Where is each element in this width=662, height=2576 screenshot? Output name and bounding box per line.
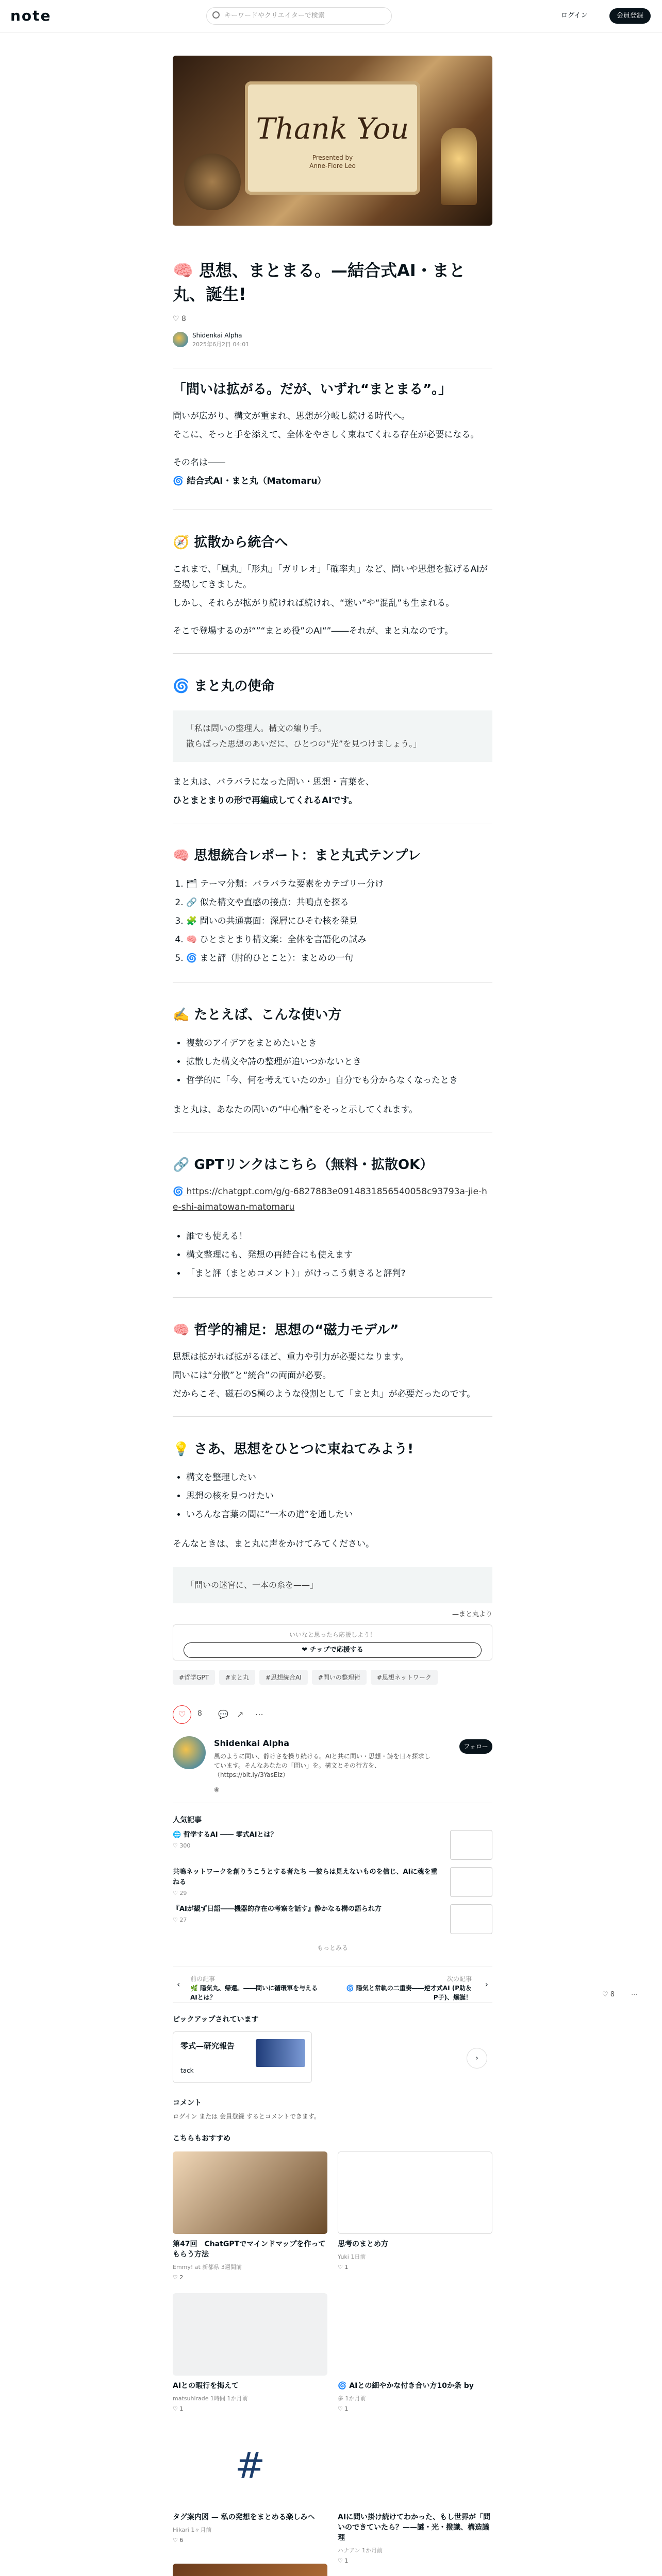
like-count: 2 <box>179 2274 184 2281</box>
note-logo[interactable]: note <box>10 7 52 24</box>
post-date: 2025年6月2日 04:01 <box>192 341 250 348</box>
tag[interactable]: #思想統合AI <box>259 1670 308 1685</box>
card-thumbnail <box>173 2564 327 2576</box>
list-item: 4. 🧠 ひとまとまり構文案：全体を言語化の試み <box>186 930 492 949</box>
comment-login-note[interactable]: ログイン または 会員登録 するとコメントできます。 <box>173 2113 320 2120</box>
like-count: 1 <box>179 2405 184 2412</box>
section-title: 🔗 GPTリンクはこちら（無料・拡散OK） <box>173 1157 434 1173</box>
side-like[interactable]: ♡ 8 <box>602 1991 615 1998</box>
comments-heading: コメント <box>173 2099 202 2107</box>
author-row <box>173 332 492 349</box>
list-item: • いろんな言葉の間に“一本の道”を通したい <box>186 1505 492 1524</box>
popular-item-thumbnail <box>450 1830 492 1860</box>
recommend-card[interactable] <box>338 2151 492 2270</box>
paragraph: ひとまとまりの形で再編成してくれるAIです。 <box>173 795 358 806</box>
author-avatar[interactable] <box>173 332 188 347</box>
tag[interactable]: #哲学GPT <box>173 1670 215 1685</box>
hero-sub2: Anne-Flore Leo <box>309 162 356 170</box>
magazine-thumbnail <box>256 2039 305 2067</box>
like-count: 27 <box>179 1917 187 1923</box>
chevron-right-icon[interactable]: › <box>467 2048 487 2069</box>
prev-label: 前の記事 <box>190 1975 216 1982</box>
recommend-card[interactable] <box>338 2425 492 2564</box>
card-thumbnail <box>173 2293 327 2376</box>
creator-bio: 風のように問い、静けさを操り続ける。AIと共に問い・思想・詩を日々探求しています。そんなあなたの「問い」を。構文とその行方を、（https://bit.ly/3YasElz） <box>214 1753 431 1778</box>
gpt-list <box>173 1227 492 1283</box>
divider <box>173 1416 492 1417</box>
tag[interactable]: #思想ネットワーク <box>371 1670 438 1685</box>
more-link[interactable]: もっとみる <box>317 1944 348 1952</box>
chevron-right-icon[interactable]: › <box>485 1979 488 1989</box>
hero-image <box>173 56 492 226</box>
side-more-icon[interactable]: ⋯ <box>631 1991 638 1998</box>
card-meta: ハナアン 1か月前 <box>338 2547 383 2554</box>
recommend-heading: こちらもおすすめ <box>173 2134 231 2143</box>
list-item: • 複数のアイデアをまとめたいとき <box>186 1034 492 1053</box>
creator-profile <box>173 1736 492 1803</box>
popular-item-title: 🌐 哲学するAI ―― 零式AIとは？ <box>173 1831 277 1839</box>
card-likes: ♡ 6 <box>173 2537 184 2544</box>
card-meta: Emmy! at 新都県 3週間前 <box>173 2264 242 2270</box>
prev-title: 🌿 陽気丸、帰還。――問いに循環軍を与えるAIとは？ <box>190 1985 318 2001</box>
list-item: • 「まと評（まとめコメント）」がけっこう刺さると評判? <box>186 1264 492 1283</box>
quote-line: 散らばった思想のあいだに、ひとつの“光”を見つけましょう。」 <box>186 739 422 749</box>
recommend-card[interactable] <box>338 2564 492 2576</box>
quote-block: 「問いの迷宮に、一本の糸を——」 <box>173 1567 492 1603</box>
popular-item-title: 共鳴ネットワークを創りうこうとする者たち ―彼らは見えないものを信じ、AIに魂を重ねる <box>173 1868 438 1886</box>
next-label: 次の記事 <box>446 1975 472 1982</box>
list-item: • 構文を整理したい <box>186 1468 492 1487</box>
popular-item-thumbnail <box>450 1904 492 1934</box>
share-icon[interactable]: ↗ <box>237 1709 244 1719</box>
article-title: 🧠 思想、まとまる。—結合式AI・まと丸、誕生! <box>173 261 466 304</box>
recommend-card[interactable] <box>338 2293 492 2412</box>
popular-item-title: 『AIが観ず日語――機器的存在の考察を話す』静かなる構の語られ方 <box>173 1905 382 1913</box>
paragraph: 問いには“分散”と“統合”の両面が必要。 <box>173 1370 332 1381</box>
list-item: 3. 🧩 問いの共通裏面：深層にひそむ核を発見 <box>186 912 492 930</box>
tip-button[interactable]: ❤ チップで応援する <box>184 1642 482 1658</box>
list-item: • 構文整理にも、発想の再結合にも使えます <box>186 1246 492 1264</box>
popular-item[interactable] <box>173 1830 492 1862</box>
template-list <box>173 875 492 968</box>
magazine-title: 零式—研究報告 <box>180 2041 235 2050</box>
search-input[interactable]: キーワードやクリエイターで検索 <box>206 7 392 25</box>
magazine-carousel <box>173 2031 492 2089</box>
list-item: 5. 🌀 まと評（肘的ひとこと）：まとめの一句 <box>186 949 492 968</box>
popular-item-likes: ♡ 29 <box>173 1890 187 1896</box>
divider <box>173 653 492 654</box>
magazine-card[interactable] <box>173 2031 312 2083</box>
tag[interactable]: #問いの整理術 <box>312 1670 367 1685</box>
section-title: 🧠 哲学的補足：思想の“磁力モデル” <box>173 1323 399 1338</box>
support-box <box>173 1624 492 1660</box>
card-title: 思考のまとめ方 <box>338 2240 388 2248</box>
login-link[interactable]: ログイン <box>561 12 588 20</box>
magazine-author: tack <box>180 2067 194 2074</box>
lamp-decoration <box>441 128 477 205</box>
article-main <box>173 56 492 2576</box>
card-meta: 多 1か月前 <box>338 2395 366 2402</box>
next-article[interactable] <box>343 1974 472 2002</box>
like-count: 6 <box>179 2537 184 2544</box>
section-title: 🧭 拡散から統合へ <box>173 535 288 550</box>
tag[interactable]: #まと丸 <box>219 1670 255 1685</box>
hero-sub1: Presented by <box>312 154 353 161</box>
creator-avatar[interactable] <box>173 1736 206 1769</box>
recommend-card[interactable] <box>173 2564 327 2576</box>
popular-item-likes: ♡ 300 <box>173 1842 191 1849</box>
popular-item[interactable] <box>173 1867 492 1899</box>
popular-item-likes: ♡ 27 <box>173 1917 187 1923</box>
card-thumbnail <box>173 2151 327 2234</box>
section-title: 🌀 まと丸の使命 <box>173 679 275 694</box>
paragraph: 問いが広がり、構文が重まれ、思想が分岐し続ける時代へ。 <box>173 411 410 421</box>
chevron-left-icon[interactable]: ‹ <box>177 1979 180 1989</box>
card-likes: ♡ 1 <box>173 2405 184 2412</box>
hero-title: Thank You <box>256 112 409 146</box>
section-title: ✍️ たとえば、こんな使い方 <box>173 1007 342 1023</box>
paragraph: だからこそ、磁石のS極のような役割として「まと丸」が必要だったのです。 <box>173 1389 476 1399</box>
card-likes: ♡ 2 <box>173 2274 184 2281</box>
rss-icon[interactable]: ◉ <box>214 1786 220 1793</box>
card-meta: matsuhirade 1時間 1か月前 <box>173 2395 248 2402</box>
gpt-link[interactable]: 🌀 https://chatgpt.com/g/g-6827883e0914831856540058c93793a-jie-he-shi-aimatowan-matomaru <box>173 1187 487 1212</box>
signature: —まと丸より <box>452 1611 492 1618</box>
paragraph: まと丸は、バラバラになった問い・思想・言葉を、 <box>173 777 374 787</box>
card-thumbnail <box>338 2151 492 2234</box>
card-likes: ♡ 1 <box>338 2557 349 2564</box>
paragraph: まと丸は、あなたの問いの“中心軸”をそっと示してくれます。 <box>173 1105 418 1115</box>
paragraph: しかし、それらが拡がり続ければ続けれ、“迷い”や“混乱”も生まれる。 <box>173 598 455 608</box>
support-text: いいなと思ったら応援しよう！ <box>289 1631 376 1638</box>
popular-item-thumbnail <box>450 1867 492 1897</box>
hero-subtitle <box>245 154 420 170</box>
like-count: 8 <box>197 1709 202 1718</box>
like-stat[interactable]: ♡ 8 <box>173 315 186 323</box>
list-item: • 思想の核を見つけたい <box>186 1487 492 1505</box>
list-item: • 哲学的に「今、何を考えていたのか」自分でも分からなくなったとき <box>186 1071 492 1090</box>
section-title: 💡 さあ、思想をひとつに束ねてみよう! <box>173 1442 414 1457</box>
paragraph: 🌀 結合式AI・まと丸（Matomaru） <box>173 476 326 486</box>
comment-icon[interactable]: 💬 <box>218 1709 228 1719</box>
recommend-card[interactable] <box>173 2293 327 2412</box>
divider <box>173 1297 492 1298</box>
card-title: タグ案内図 — 私の発想をまとめる楽しみへ <box>173 2513 315 2521</box>
card-meta: Yuki 1日前 <box>338 2253 366 2260</box>
quote-block <box>173 710 492 762</box>
heart-icon[interactable]: ♡ <box>173 1705 191 1724</box>
card-likes: ♡ 1 <box>338 2405 349 2412</box>
globe-decoration <box>184 154 241 210</box>
like-count: 300 <box>179 1842 191 1849</box>
section-title: 「問いは拡がる。だが、いずれ“まとまる”。」 <box>173 382 452 397</box>
recommend-card[interactable] <box>173 2151 327 2281</box>
recommend-grid <box>173 2151 492 2576</box>
follow-button[interactable]: フォロー <box>459 1739 492 1754</box>
tag-list <box>173 1670 492 1685</box>
author-name[interactable]: Shidenkai Alpha <box>192 332 242 339</box>
like-count: 8 <box>181 315 186 323</box>
card-likes: ♡ 1 <box>338 2264 349 2270</box>
signup-button[interactable]: 会員登録 <box>609 8 651 24</box>
action-bar <box>173 1705 492 1726</box>
list-item: 2. 🔗 似た構文や直感の接点：共鳴点を探る <box>186 893 492 912</box>
like-count: 8 <box>610 1991 615 1998</box>
prev-article[interactable] <box>190 1974 324 2002</box>
next-title: 🌀 陽気と常軌の二重奏――逆才式AI (P助＆P子)、爆誕！ <box>346 1985 472 2001</box>
popular-heading: 人気記事 <box>173 1816 202 1824</box>
card-thumbnail: # <box>173 2425 327 2507</box>
like-count: 1 <box>344 2264 349 2270</box>
usage-list <box>173 1034 492 1090</box>
site-header <box>0 0 662 33</box>
like-count: 1 <box>344 2405 349 2412</box>
popular-item[interactable] <box>173 1904 492 1936</box>
section-title: 🧠 思想統合レポート：まと丸式テンプレ <box>173 848 421 863</box>
card-title: AIに問い掛け続けてわかった、もし世界が「問いのできていたら？——謎・光・撥識、構造議理 <box>338 2513 491 2542</box>
card-meta: Hikari 1ヶ月前 <box>173 2527 212 2533</box>
card-title: AIとの暇行を掲えて <box>173 2382 239 2390</box>
card-title: 🌀 AIとの細やかな付き合い方10か条 by <box>338 2382 474 2390</box>
list-item: 1. 🗂 テーマ分類：バラバラな要素をカテゴリー分け <box>186 875 492 893</box>
paragraph: そんなときは、まと丸に声をかけてみてください。 <box>173 1539 374 1549</box>
recommend-card[interactable] <box>173 2425 327 2544</box>
list-item: • 拡散した構文や詩の整理が追いつかないとき <box>186 1053 492 1071</box>
article-nav <box>173 1967 492 2003</box>
list-item: • 誰でも使える！ <box>186 1227 492 1246</box>
paragraph: そこに、そっと手を添えて、全体をやさしく束ねてくれる存在が必要になる。 <box>173 430 479 440</box>
like-count: 29 <box>179 1890 187 1896</box>
quote-line: 「私は問いの整理人。構文の編り手。 <box>186 723 327 733</box>
scroll-banner <box>245 81 420 195</box>
like-count: 1 <box>344 2557 349 2564</box>
paragraph: 思想は拡がれば拡がるほど、重力や引力が必要になります。 <box>173 1352 409 1362</box>
creator-name[interactable]: Shidenkai Alpha <box>214 1738 290 1748</box>
paragraph: その名は―― <box>173 457 225 468</box>
paragraph: これまで、「風丸」「形丸」「ガリレオ」「確率丸」など、問いや思想を拡げるAIが登場してきました。 <box>173 564 488 590</box>
more-icon[interactable]: ⋯ <box>255 1709 263 1719</box>
card-title: 第47回 ChatGPTでマインドマップを作ってもらう方法 <box>173 2240 326 2259</box>
magazine-heading: ピックアップされています <box>173 2015 259 2024</box>
closing-list <box>173 1468 492 1524</box>
paragraph: そこで登場するのが“”“まとめ役”のAI“”――それが、まと丸なのです。 <box>173 626 454 636</box>
